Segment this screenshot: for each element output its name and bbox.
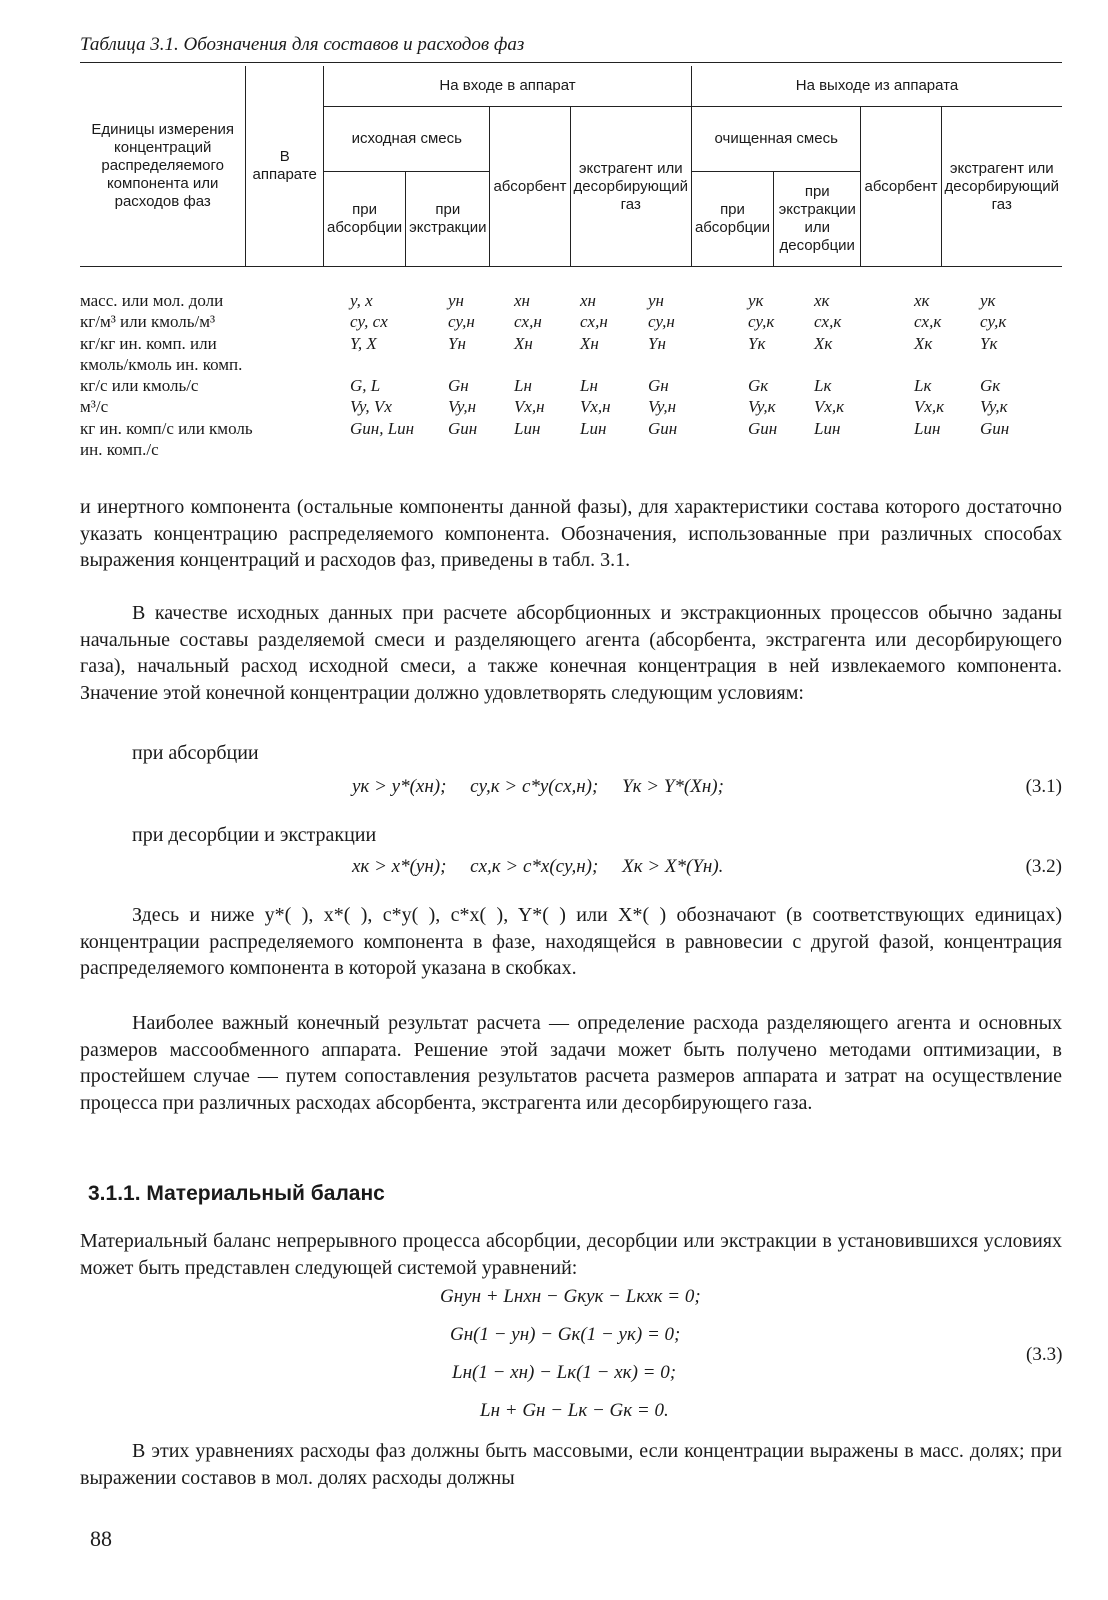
table-caption: Таблица 3.1. Обозначения для составов и расходов фаз — [80, 34, 525, 55]
header-units: Единицы измерения концентраций распределяемого компонента или расходов фаз — [80, 66, 246, 267]
table-body — [80, 290, 1062, 460]
table-header — [80, 66, 1062, 267]
paragraph-5: Материальный баланс непрерывного процесса абсорбции, десорбции или экстракции в установившихся условиях может быть представлен следующей системой уравнений: — [80, 1230, 1062, 1279]
paragraph-6: В этих уравнениях расходы фаз должны быть массовыми, если концентрации выражены в масс. долях; при выражении составов в мол. долях расходы должны — [80, 1440, 1062, 1489]
label-desorption: при десорбции и экстракции — [132, 824, 377, 846]
header-feed-mixture: исходная смесь — [324, 107, 490, 172]
label-absorption: при абсорбции — [132, 742, 259, 764]
table-row: кг/кг ин. комп. или Y, X Yн Xн Xн Yн Yк Xк Xк Yк — [80, 333, 998, 353]
header-extraction-in: при экстракции — [406, 172, 490, 267]
system-equation: Gнyн + Lнxн − Gкyк − Lкxк = 0; — [440, 1286, 701, 1307]
table-row: кг/м³ или кмоль/м³ cy, cx cy,н cx,н cx,н cy,н cy,к cx,к cx,к cy,к — [80, 312, 1007, 332]
header-apparatus: В аппарате — [246, 66, 324, 267]
table-row: кмоль/кмоль ин. комп. — [80, 354, 243, 374]
paragraph-1: и инертного компонента (остальные компоненты данной фазы), для характеристики состава которого достаточно указать концентрацию распределяемого компонента. Обозначения, использованные при различных способах выражения концентраций и расходов фаз, приведены в табл. 3.1. — [80, 496, 1062, 571]
header-absorbent-in: абсорбент — [490, 107, 570, 267]
system-equation: Lн(1 − xн) − Lк(1 − xк) = 0; — [452, 1362, 677, 1383]
table-top-rule — [80, 62, 1062, 63]
header-absorption-out: при абсорбции — [691, 172, 773, 267]
header-outlet: На выходе из аппарата — [691, 66, 1062, 107]
system-equation: Lн + Gн − Lк − Gк = 0. — [480, 1400, 669, 1421]
table-row: кг ин. комп/с или кмоль Gин, Lин Gин Lин Lин Gин Gин Lин Lин Gин — [80, 418, 1010, 438]
equation-number: (3.2) — [1025, 856, 1062, 877]
paragraph-3: Здесь и ниже y*( ), x*( ), c*y( ), c*x( ), Y*( ) или X*( ) обозначают (в соответствующих единицах) концентрации распределяемого компонента в фазе, находящейся в равновесии с другой фазой, концентрация распределяемого компонента в которой указана в скобках. — [80, 904, 1062, 979]
table-row: кг/с или кмоль/с G, L Gн Lн Lн Gн Gк Lк Lк Gк — [80, 376, 1001, 396]
section-heading: 3.1.1. Материальный баланс — [88, 1182, 385, 1205]
header-absorption-in: при абсорбции — [324, 172, 406, 267]
paragraph-4: Наиболее важный конечный результат расчета — определение расхода разделяющего агента и основных размеров массообменного аппарата. Решение этой задачи может быть получено методами оптимизации, в простейшем случае — путем сопоставления результатов расчета размеров аппарата и затрат на осуществление процесса при различных расходах абсорбента, экстрагента или десорбирующего газа. — [80, 1012, 1062, 1114]
table-row: масс. или мол. доли y, x yн xн xн yн yк xк xк yк — [80, 291, 996, 310]
paragraph-2: В качестве исходных данных при расчете абсорбционных и экстракционных процессов обычно заданы начальные составы разделяемой смеси и разделяющего агента (абсорбента, экстрагента или десорбирующего газа), начальный расход исходной смеси, а также конечная концентрация в ней извлекаемого компонента. Значение этой конечной концентрации должно удовлетворять следующим условиям: — [80, 602, 1062, 704]
equation-number: (3.1) — [1025, 776, 1062, 797]
header-extragent-out: экстрагент или десорбирующий газ — [941, 107, 1062, 267]
header-cleaned-mixture: очищенная смесь — [691, 107, 861, 172]
header-inlet: На входе в аппарат — [324, 66, 692, 107]
page-number: 88 — [90, 1526, 112, 1551]
header-extraction-out: при экстракции или десорбции — [774, 172, 861, 267]
table-row: м³/с Vy, Vx Vy,н Vx,н Vx,н Vy,н Vy,к Vx,к Vx,к Vy,к — [80, 397, 1008, 417]
header-absorbent-out: абсорбент — [861, 107, 941, 267]
header-extragent-in: экстрагент или десорбирующий газ — [570, 107, 691, 267]
system-equation: Gн(1 − yн) − Gк(1 − yк) = 0; — [450, 1324, 681, 1345]
equation-number: (3.3) — [1026, 1344, 1063, 1365]
table-row: ин. комп./с — [80, 440, 159, 460]
